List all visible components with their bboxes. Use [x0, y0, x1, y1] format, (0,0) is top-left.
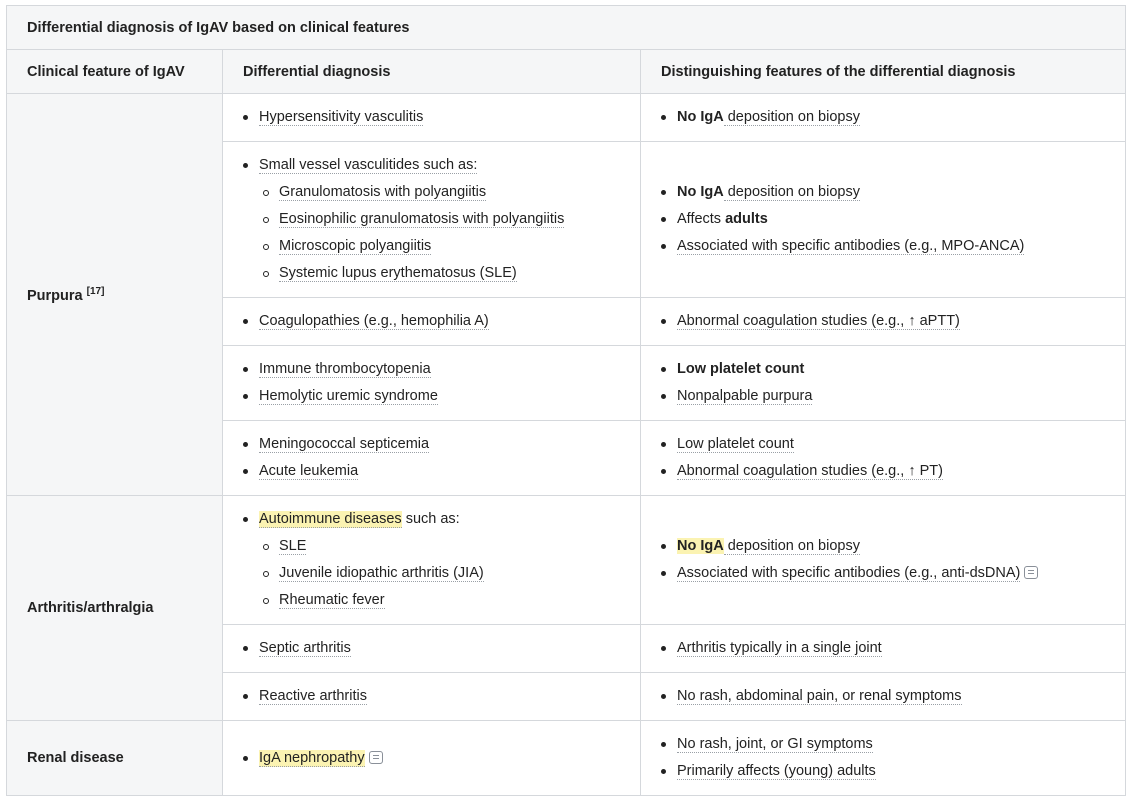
table-row [7, 721, 1126, 796]
header-distinguishing-features: Distinguishing features of the differential diagnosis [641, 50, 1126, 94]
link-text[interactable]: deposition on biopsy [723, 184, 860, 200]
link-text[interactable]: Arthritis typically in a single joint [677, 640, 882, 656]
text: such as: [401, 511, 460, 527]
link-jia[interactable]: Juvenile idiopathic arthritis (JIA) [279, 565, 484, 581]
link-text[interactable]: Associated with specific antibodies (e.g., MPO-ANCA) [677, 238, 1025, 254]
feature-arthritis: Arthritis/arthralgia [7, 496, 223, 721]
feature-label: Purpura [27, 287, 83, 304]
link-text[interactable]: deposition on biopsy [723, 109, 860, 125]
link-text[interactable]: Primarily affects (young) adults [677, 763, 876, 779]
link-coagulopathies[interactable]: Coagulopathies (e.g., hemophilia A) [259, 313, 489, 329]
bold-text: adults [725, 211, 768, 227]
link-text[interactable]: Low platelet count [677, 436, 794, 452]
link-text[interactable]: Abnormal coagulation studies (e.g., ↑ PT) [677, 463, 943, 479]
link-meningococcal-septicemia[interactable]: Meningococcal septicemia [259, 436, 430, 452]
link-autoimmune-diseases[interactable]: Autoimmune diseases [259, 511, 402, 527]
link-hypersensitivity-vasculitis[interactable]: Hypersensitivity vasculitis [259, 109, 424, 125]
header-clinical-feature: Clinical feature of IgAV [7, 50, 223, 94]
link-egpa[interactable]: Eosinophilic granulomatosis with polyangiitis [279, 211, 565, 227]
table-caption: Differential diagnosis of IgAV based on clinical features [7, 6, 1126, 50]
link-text[interactable]: Abnormal coagulation studies (e.g., ↑ aPTT) [677, 313, 960, 329]
link-hemolytic-uremic-syndrome[interactable]: Hemolytic uremic syndrome [259, 388, 438, 404]
table-row [7, 496, 1126, 625]
link-sle[interactable]: SLE [279, 538, 307, 554]
reference-link[interactable]: [17] [86, 285, 105, 297]
header-row [7, 50, 1126, 94]
link-reactive-arthritis[interactable]: Reactive arthritis [259, 688, 367, 704]
note-icon[interactable] [369, 751, 383, 764]
link-mpa[interactable]: Microscopic polyangiitis [279, 238, 432, 254]
feature-renal-disease: Renal disease [7, 721, 223, 796]
bold-text: No IgA [677, 538, 724, 554]
link-text[interactable]: No rash, abdominal pain, or renal symptoms [677, 688, 962, 704]
link-small-vessel-vasculitides[interactable]: Small vessel vasculitides such as: [259, 157, 478, 173]
link-gpa[interactable]: Granulomatosis with polyangiitis [279, 184, 487, 200]
link-acute-leukemia[interactable]: Acute leukemia [259, 463, 359, 479]
link-immune-thrombocytopenia[interactable]: Immune thrombocytopenia [259, 361, 431, 377]
link-iga-nephropathy[interactable]: IgA nephropathy [259, 749, 365, 766]
link-sle[interactable]: Systemic lupus erythematosus (SLE) [279, 265, 517, 281]
link-text[interactable]: deposition on biopsy [723, 538, 860, 554]
bold-text: No IgA [677, 184, 724, 200]
link-rheumatic-fever[interactable]: Rheumatic fever [279, 592, 385, 608]
feature-purpura [7, 94, 223, 496]
differential-diagnosis-table-container [6, 5, 1125, 796]
link-text[interactable]: Nonpalpable purpura [677, 388, 813, 404]
link-septic-arthritis[interactable]: Septic arthritis [259, 640, 351, 656]
bold-text: Low platelet count [677, 361, 805, 377]
bold-text: No IgA [677, 109, 724, 125]
link-text[interactable]: Associated with specific antibodies (e.g., anti-dsDNA) [677, 565, 1021, 581]
header-differential-diagnosis: Differential diagnosis [223, 50, 641, 94]
table-row [7, 94, 1126, 142]
text: Affects [677, 211, 726, 227]
differential-diagnosis-table [6, 5, 1126, 796]
note-icon[interactable] [1024, 566, 1038, 579]
link-text[interactable]: No rash, joint, or GI symptoms [677, 736, 873, 752]
